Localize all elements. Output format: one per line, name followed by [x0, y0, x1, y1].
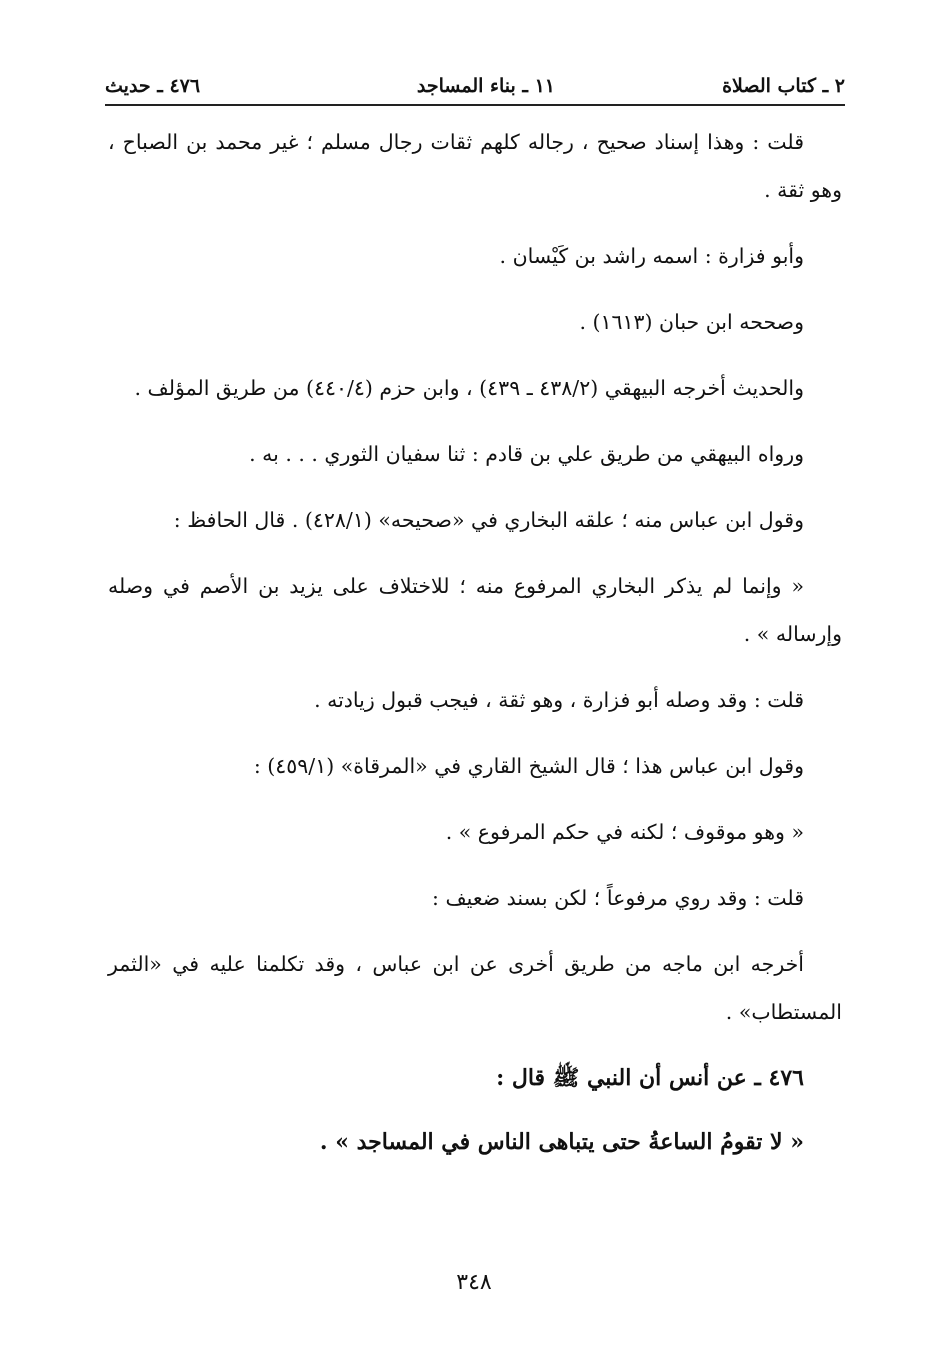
paragraph: وقول ابن عباس منه ؛ علقه البخاري في «صحيحه» (٤٢٨/١) . قال الحافظ : — [173, 508, 804, 532]
paragraph: وقول ابن عباس هذا ؛ قال الشيخ القاري في «المرقاة» (٤٥٩/١) : — [253, 754, 804, 778]
paragraph: « وهو موقوف ؛ لكنه في حكم المرفوع » . — [445, 820, 804, 844]
paragraph: وأبو فزارة : اسمه راشد بن كَيْسان . — [499, 244, 804, 268]
paragraph: وصححه ابن حبان (١٦١٣) . — [579, 310, 804, 334]
paragraph: قلت : وقد وصله أبو فزارة ، وهو ثقة ، فيجب قبول زيادته . — [314, 688, 804, 712]
page-number: ٣٤٨ — [456, 1270, 492, 1295]
header-hadith-number: ٤٧٦ ـ حديث — [105, 75, 201, 97]
paragraph: ورواه البيهقي من طريق علي بن قادم : ثنا سفيان الثوري . . . به . — [249, 442, 804, 466]
header-book-title: ٢ ـ كتاب الصلاة — [722, 75, 845, 97]
running-header — [105, 70, 845, 102]
paragraph: أخرجه ابن ماجه من طريق أخرى عن ابن عباس ، وقد تكلمنا عليه في «الثمر المستطاب» . — [108, 952, 842, 1024]
header-chapter-title: ١١ ـ بناء المساجد — [416, 75, 555, 97]
hadith-intro: ٤٧٦ ـ عن أنس أن النبي ﷺ قال : — [496, 1065, 804, 1091]
paragraph: قلت : وهذا إسناد صحيح ، رجاله كلهم ثقات رجال مسلم ؛ غير محمد بن الصباح ، وهو ثقة . — [108, 130, 842, 202]
hadith-text: « لا تقومُ الساعةُ حتى يتباهى الناس في المساجد » . — [319, 1129, 804, 1155]
paragraph: والحديث أخرجه البيهقي (٤٣٨/٢ ـ ٤٣٩) ، وابن حزم (٤٤٠/٤) من طريق المؤلف . — [134, 376, 804, 400]
paragraph: قلت : وقد روي مرفوعاً ؛ لكن بسند ضعيف : — [432, 886, 804, 910]
header-divider — [105, 104, 845, 106]
paragraph: « وإنما لم يذكر البخاري المرفوع منه ؛ للاختلاف على يزيد بن الأصم في وصله وإرساله » . — [108, 574, 842, 646]
page-body — [108, 118, 842, 1182]
